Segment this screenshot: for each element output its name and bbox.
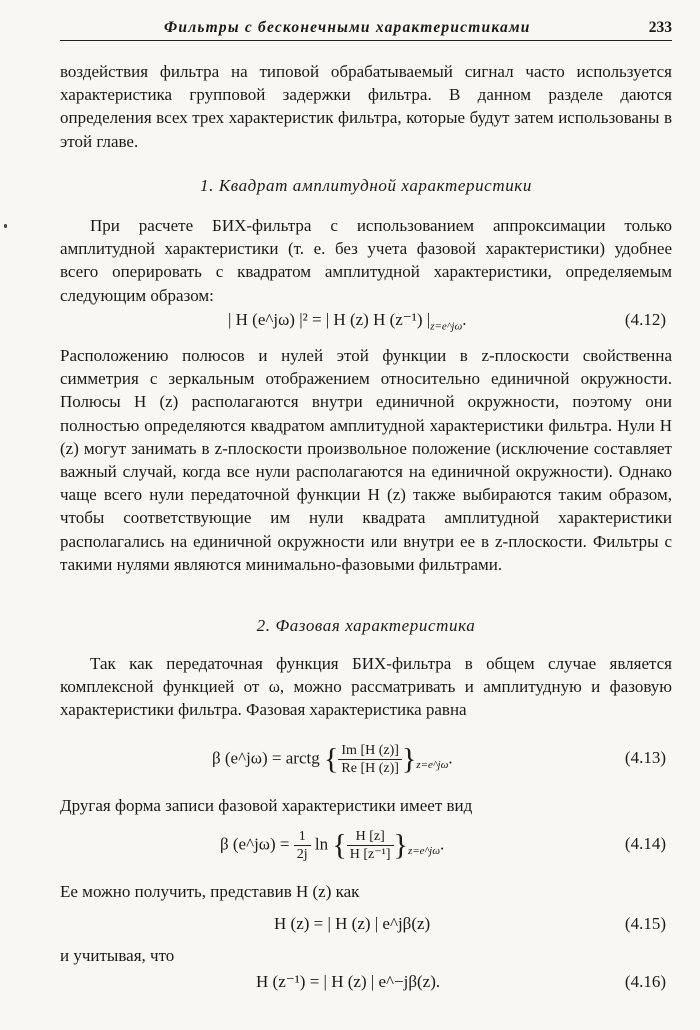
equation-number: (4.12) bbox=[624, 310, 666, 329]
equation-4-13 bbox=[60, 738, 672, 782]
fraction: $\frac{Im [H (z)]}{Re [H (z)]}$ bbox=[338, 742, 402, 777]
equation-number: (4.16) bbox=[624, 972, 666, 991]
equation-4-16 bbox=[60, 972, 672, 1006]
equation-number: (4.15) bbox=[624, 914, 666, 933]
equation-formula: H (z⁻¹) = | H (z) | e^−jβ(z). bbox=[256, 972, 441, 991]
section-heading-2: 2. Фазовая характеристика bbox=[256, 616, 476, 635]
section1-paragraph1: При расчете БИХ-фильтра с использованием аппроксимации только амплитудной характеристики (т. е. без учета фазовой характеристики) удобнее всего оперировать с квадратом амплитудной характеристики, определяемым следующим образом: bbox=[60, 216, 672, 305]
section2-paragraph4: и учитывая, что bbox=[60, 946, 175, 965]
section1-paragraph2: Расположению полюсов и нулей этой функции в z-плоскости свойственна симметрия с зеркальным отображением относительно единичной окружности. Полюсы H (z) располагаются внутри единичной окружности, поэтому они полностью определяются квадратом амплитудной характеристики фильтра. Нули H (z) могут занимать в z-плоскости произвольное положение (исключение составляет важный случай, когда все нули располагаются на единичной окружности). Однако чаще всего нули передаточной функции H (z) также выбираются таким образом, чтобы соответствующие им нули квадрата амплитудной характеристики располагались на единичной окружности или внутри ее в z-плоскости. Фильтры с такими нулями являются минимально-фазовыми фильтрами. bbox=[60, 346, 672, 574]
fraction: $\frac{H [z]}{\text{H [z⁻¹]}}$ bbox=[347, 828, 394, 863]
equation-number: (4.13) bbox=[624, 748, 666, 767]
equation-formula: | H (e^jω) |² = | H (z) H (z⁻¹) $|_{z=e\^{}j\omega}$. bbox=[228, 310, 467, 333]
equation-4-12 bbox=[60, 310, 672, 344]
equation-formula: β (e^jω) = arctg { $\frac{Im [H (z)]}{Re [H (z)]}$ }$_{z=e\^{}j\omega}$. bbox=[212, 742, 453, 776]
equation-4-15 bbox=[60, 914, 672, 948]
section2-paragraph2: Другая форма записи фазовой характеристики имеет вид bbox=[60, 796, 473, 815]
coefficient-fraction: $\frac{1}{2j}$ bbox=[294, 828, 311, 863]
page-header bbox=[60, 14, 672, 41]
equation-formula: H (z) = | H (z) | e^jβ(z) bbox=[274, 914, 431, 933]
equation-formula: β (e^jω) = $\frac{1}{2j}$ ln { $\frac{H [z]}{\text{H [z⁻¹]}}$ }$_{z=e\^{}j\omega}$. bbox=[220, 828, 445, 862]
section2-paragraph3: Ее можно получить, представив H (z) как bbox=[60, 882, 360, 901]
page-number: 233 bbox=[648, 19, 672, 36]
equation-4-14 bbox=[60, 824, 672, 868]
equation-number: (4.14) bbox=[624, 834, 666, 853]
running-title: Фильтры с бесконечными характеристиками bbox=[164, 19, 531, 36]
intro-paragraph: воздействия фильтра на типовой обрабатываемый сигнал часто используется характеристика групповой задержки фильтра. В данном разделе даются определения всех трех характеристик фильтра, которые будут затем использованы в этой главе. bbox=[60, 62, 672, 151]
section-heading-1: 1. Квадрат амплитудной характеристики bbox=[200, 176, 532, 195]
scan-mark bbox=[4, 224, 7, 228]
section2-paragraph1: Так как передаточная функция БИХ-фильтра в общем случае является комплексной функцией от ω, можно рассматривать и амплитудную и фазовую характеристики фильтра. Фазовая характеристика равна bbox=[60, 654, 672, 720]
